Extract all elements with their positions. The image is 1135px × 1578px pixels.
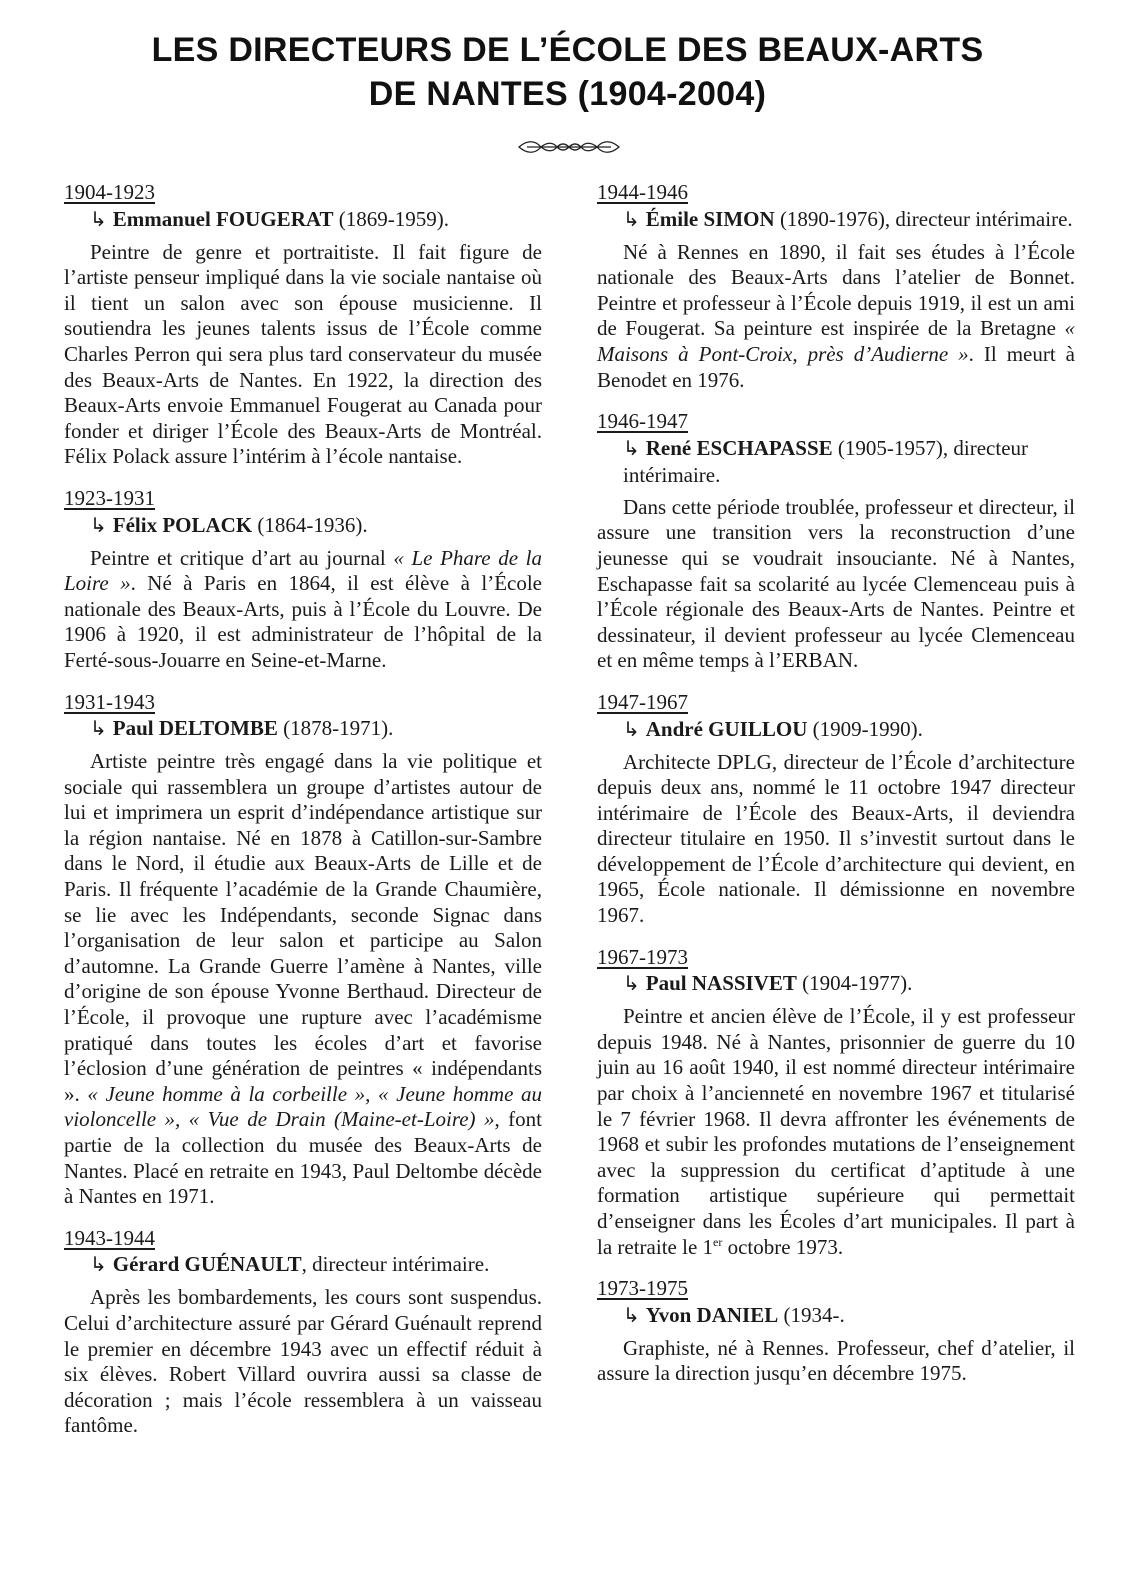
entry-text: Architecte DPLG, directeur de l’École d’architecture depuis deux ans, nommé le 11 octobre 1947 directeur intérimaire de l’École des Beaux-Arts, il deviendra directeur titulaire en 1950. Il s’investit surtout dans le développement de l’École d’architecture qui devient, en 1965, École nationale. Il démissionne en novembre 1967.	[597, 749, 1075, 928]
entry-years: 1931-1943	[64, 689, 155, 714]
entry-years: 1944-1946	[597, 180, 688, 204]
arrow-icon: ↳	[90, 718, 107, 741]
entry-text	[64, 546, 542, 674]
director-dates: , directeur intérimaire.	[301, 1252, 490, 1277]
entry-years: 1947-1967	[597, 689, 688, 714]
ordinal-superscript: er	[713, 1234, 723, 1249]
arrow-icon: ↳	[623, 437, 640, 460]
decorative-flourish-icon	[517, 136, 621, 158]
entry-text-part: . Né à Paris en 1864, il est élève à l’École nationale des Beaux-Arts, puis à l’École du Louvre. De 1906 à 1920, il est administrateur de l’hôpital de la Ferté-sous-Jouarre en Seine-et-Marne.	[64, 571, 543, 672]
director-entry	[597, 409, 1075, 674]
entry-text	[597, 240, 1075, 394]
arrow-icon: ↳	[623, 208, 640, 231]
entry-heading	[597, 206, 1075, 233]
director-name: Émile SIMON	[645, 206, 775, 231]
director-name: Félix POLACK	[112, 512, 253, 537]
entry-heading	[597, 970, 1075, 997]
entry-heading	[597, 1302, 1075, 1329]
arrow-icon: ↳	[623, 973, 640, 996]
entry-heading	[597, 716, 1075, 743]
entry-text: Dans cette période troublée, professeur et directeur, il assure une transition vers la reconstruction d’une jeunesse qui se voudrait insouciante. Né à Nantes, Eschapasse fait sa scolarité au lycée Clemenceau puis à l’École régionale des Beaux-Arts de Nantes. Peintre et dessinateur, il devient professeur au lycée Clemenceau et en même temps à l’ERBAN.	[597, 494, 1075, 673]
arrow-icon: ↳	[90, 514, 107, 537]
entry-text: Après les bombardements, les cours sont suspendus. Celui d’architecture assuré par Gérard Guénault reprend le premier en décembre 1943 avec un effectif réduit à six élèves. Robert Villard ouvrira aussi sa classe de décoration ; mais l’école ressemblera à un vaisseau fantôme.	[64, 1285, 542, 1438]
entry-text-part: Artiste peintre très engagé dans la vie politique et sociale qui rassemblera un groupe d’artistes autour de lui et imprimera un esprit d’indépendance artistique sur la région nantaise. Né en 1878 à Catillon-sur-Sambre dans le Nord, il étudie aux Beaux-Arts de Lille et de Paris. Il fréquente l’académie de la Grande Chaumière, se lie avec les Indépendants, seconde Signac dans l’organisation de leur salon et participe au Salon d’automne. La Grande Guerre l’amène à Nantes, ville d’origine de son épouse Yvonne Berthaud. Directeur de l’École, il provoque une rupture avec l’académisme pratiqué dans toutes les écoles d’art et favorise l’éclosion d’une génération de peintres « indépendants ».	[64, 749, 542, 1106]
entry-text-italic: « Le Phare de la Loire »	[64, 545, 542, 596]
director-entry	[64, 1226, 542, 1439]
entry-text-part: Né à Rennes en 1890, il fait ses études à l’École nationale des Beaux-Arts dans l’atelier de Bonnet. Peintre et professeur à l’École depuis 1919, il est un ami de Fougerat. Sa peinture est inspirée de la Bretagne	[597, 239, 1075, 341]
entry-text	[64, 749, 542, 1210]
director-name: Emmanuel FOUGERAT	[112, 206, 334, 231]
entry-heading	[64, 1251, 542, 1278]
entry-text: Peintre de genre et portraitiste. Il fait figure de l’artiste penseur impliqué dans la vie sociale nantaise où il tient un salon avec son épouse musicienne. Il soutiendra les jeunes talents issus de l’École comme Charles Perron qui sera plus tard conservateur du musée des Beaux-Arts de Nantes. En 1922, la direction des Beaux-Arts envoie Emmanuel Fougerat au Canada pour fonder et diriger l’École des Beaux-Arts de Montréal. Félix Polack assure l’intérim à l’école nantaise.	[64, 239, 542, 469]
director-entry	[64, 486, 542, 674]
page-title-line-2: DE NANTES (1904-2004)	[368, 75, 767, 113]
entry-heading	[64, 512, 542, 539]
director-entry	[597, 945, 1075, 1261]
entry-text-part: octobre 1973.	[722, 1234, 844, 1259]
entry-text: Graphiste, né à Rennes. Professeur, chef d’atelier, il assure la direction jusqu’en décembre 1975.	[597, 1335, 1075, 1386]
entry-years: 1973-1975	[597, 1276, 688, 1301]
entry-text-part: . Il meurt à Benodet en 1976.	[597, 341, 1075, 392]
entry-years: 1923-1931	[64, 485, 155, 510]
page-title	[0, 28, 1135, 116]
director-dates: (1905-1957), directeur intérimaire.	[623, 435, 1029, 487]
entry-text-part: , font partie de la collection du musée des Beaux-Arts de Nantes. Placé en retraite en 1943, Paul Deltombe décède à Nantes en 1971.	[64, 1107, 542, 1209]
director-entry	[64, 180, 542, 470]
left-column	[64, 180, 542, 1455]
entry-text-italic: « Jeune homme à la corbeille », « Jeune homme au violoncelle », « Vue de Drain (Maine-et-Loire) »	[64, 1081, 543, 1132]
director-entry	[597, 1276, 1075, 1387]
director-dates: (1869-1959).	[333, 206, 449, 231]
director-dates: (1904-1977).	[796, 971, 913, 996]
director-name: Paul DELTOMBE	[112, 716, 278, 741]
arrow-icon: ↳	[623, 718, 640, 741]
entry-years: 1904-1923	[64, 180, 155, 204]
director-entry	[597, 690, 1075, 929]
entry-text-italic: « Maisons à Pont-Croix, près d’Audierne »	[597, 316, 1075, 366]
entry-years: 1943-1944	[64, 1225, 155, 1250]
arrow-icon: ↳	[623, 1304, 640, 1327]
director-dates: (1934-.	[778, 1302, 845, 1327]
director-name: Gérard GUÉNAULT	[112, 1252, 302, 1277]
director-name: Paul NASSIVET	[645, 971, 797, 996]
director-dates: (1909-1990).	[807, 716, 923, 741]
arrow-icon: ↳	[90, 1254, 107, 1277]
arrow-icon: ↳	[90, 208, 107, 231]
entry-text-part: Peintre et critique d’art au journal	[90, 545, 394, 570]
director-name: Yvon DANIEL	[645, 1302, 779, 1327]
director-entry	[64, 690, 542, 1210]
entry-years: 1967-1973	[597, 944, 688, 969]
director-entry	[597, 180, 1075, 393]
entry-heading	[64, 715, 542, 742]
right-column	[597, 180, 1075, 1403]
entry-text-part: Peintre et ancien élève de l’École, il y est professeur depuis 1948. Né à Nantes, prisonnier de guerre du 10 juin au 16 août 1940, il est nommé directeur intérimaire par choix à l’ancienneté en novembre 1967 et titularisé le 7 février 1968. Il devra affronter les événements de 1968 et subir les profondes mutations de l’enseignement avec la suppression du certificat d’aptitude à une formation artistique supérieure qui permettait d’enseigner dans les Écoles d’art municipales. Il part à la retraite le 1	[597, 1004, 1075, 1259]
director-dates: (1864-1936).	[252, 512, 368, 537]
page-title-line-1: LES DIRECTEURS DE L’ÉCOLE DES BEAUX-ARTS	[151, 31, 984, 69]
director-dates: (1890-1976), directeur intérimaire.	[774, 206, 1073, 231]
entry-heading	[597, 435, 1075, 488]
entry-text	[597, 1004, 1075, 1260]
entry-years: 1946-1947	[597, 409, 688, 434]
director-dates: (1878-1971).	[277, 716, 394, 741]
entry-heading	[64, 206, 542, 233]
director-name: René ESCHAPASSE	[645, 435, 833, 460]
director-name: André GUILLOU	[645, 716, 808, 741]
